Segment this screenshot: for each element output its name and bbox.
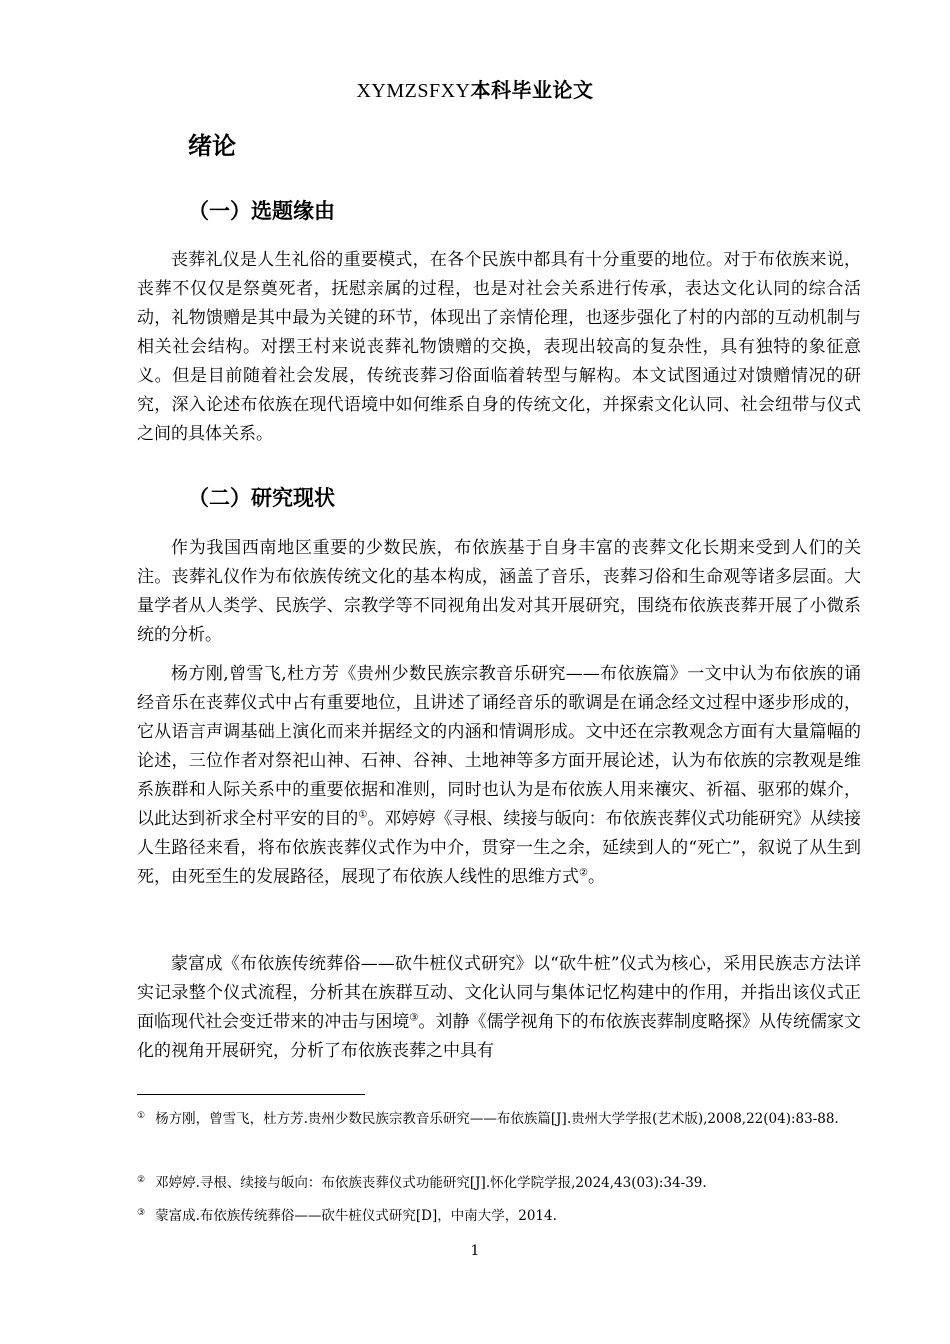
running-header (0, 74, 950, 103)
section-title-1: （一）选题缘由 (188, 199, 335, 223)
footnote-ref-1[interactable]: ① (358, 809, 368, 821)
paragraph-3-text-b: 。邓婷婷《寻根、续接与皈向：布依族丧葬仪式功能研究》从续接人生路径来看，将布依族丧葬仪式作为中介，贯穿一生之余，延续到人的“死亡”，叙说了从生到死，由死至生的发展路径，展现了布依族人线性的思维方式 (137, 809, 862, 887)
footnote-1 (137, 1106, 861, 1133)
footnote-text-3: 蒙富成.布依族传统葬俗——砍牛桩仪式研究[D]，中南大学，2014. (155, 1208, 557, 1224)
page-number: 1 (470, 1243, 480, 1259)
footnote-text-2: 邓婷婷.寻根、续接与皈向：布依族丧葬仪式功能研究[J].怀化学院学报,2024,43(03):34-39. (155, 1175, 707, 1191)
footnote-mark-1: ① (137, 1110, 146, 1121)
footnote-divider (137, 1094, 365, 1095)
footnote-mark-3: ③ (137, 1207, 146, 1218)
paragraph-4-text-a: 蒙富成《布依族传统葬俗——砍牛桩仪式研究》以“砍牛桩”仪式为核心，采用民族志方法详实记录整个仪式流程，分析其在族群互动、文化认同与集体记忆构建中的作用，并指出该仪式正面临现代社会变迁带来的冲击与困境 (137, 954, 861, 1032)
footnote-2 (137, 1170, 861, 1197)
section-title-2: （二）研究现状 (188, 486, 335, 510)
paragraph-2: 作为我国西南地区重要的少数民族，布依族基于自身丰富的丧葬文化长期来受到人们的关注。丧葬礼仪作为布依族传统文化的基本构成，涵盖了音乐，丧葬习俗和生命观等诸多层面。大量学者从人类学、民族学、宗教学等不同视角出发对其开展研究，围绕布依族丧葬开展了小微系统的分析。 (137, 538, 861, 645)
footnote-ref-2[interactable]: ② (579, 867, 588, 879)
paragraph-4-text-b: 。刘静《儒学视角下的布依族丧葬制度略探》从传统儒家文化的视角开展研究，分析了布依族丧葬之中具有 (137, 1012, 862, 1061)
paragraph-1: 丧葬礼仪是人生礼俗的重要模式，在各个民族中都具有十分重要的地位。对于布依族来说，丧葬不仅仅是祭奠死者，抚慰亲属的过程，也是对社会关系进行传承，表达文化认同的综合活动，礼物馈赠是其中最为关键的环节，体现出了亲情伦理，也逐步强化了村的内部的互动机制与相关社会结构。对摆王村来说丧葬礼物馈赠的交换，表现出较高的复杂性，具有独特的象征意义。但是目前随着社会发展，传统丧葬习俗面临着转型与解构。本文试图通过对馈赠情况的研究，深入论述布依族在现代语境中如何维系自身的传统文化，并探索文化认同、社会纽带与仪式之间的具体关系。 (137, 250, 861, 444)
paragraph-3-text-a: 杨方刚,曾雪飞,杜方芳《贵州少数民族宗教音乐研究——布依族篇》一文中认为布依族的诵经音乐在丧葬仪式中占有重要地位，且讲述了诵经音乐的歌调是在诵念经文过程中逐步形成的，它从语言声调基础上演化而来并据经文的内涵和情调形成。文中还在宗教观念方面有大量篇幅的论述，三位作者对祭祀山神、石神、谷神、土地神等多方面开展论述，认为布依族的宗教观是维系族群和人际关系中的重要依据和准则，同时也认为是布依族人用来禳灾、祈福、驱邪的媒介，以此达到祈求全村平安的目的 (137, 664, 861, 829)
paragraph-4 (137, 950, 861, 1066)
footnote-text-1: 杨方刚，曾雪飞，杜方芳.贵州少数民族宗教音乐研究——布依族篇[J].贵州大学学报(艺术版),2008,22(04):83-88. (155, 1111, 839, 1127)
footnote-3 (137, 1203, 861, 1230)
footnote-mark-2: ② (137, 1174, 146, 1185)
header-latin: XYMZSFXY (356, 80, 471, 102)
chapter-title: 绪论 (188, 132, 236, 160)
paragraph-3-text-c: 。 (587, 867, 605, 887)
header-cjk: 本科毕业论文 (470, 78, 594, 102)
paragraph-3 (137, 660, 861, 892)
footnote-ref-3[interactable]: ③ (409, 1012, 419, 1024)
